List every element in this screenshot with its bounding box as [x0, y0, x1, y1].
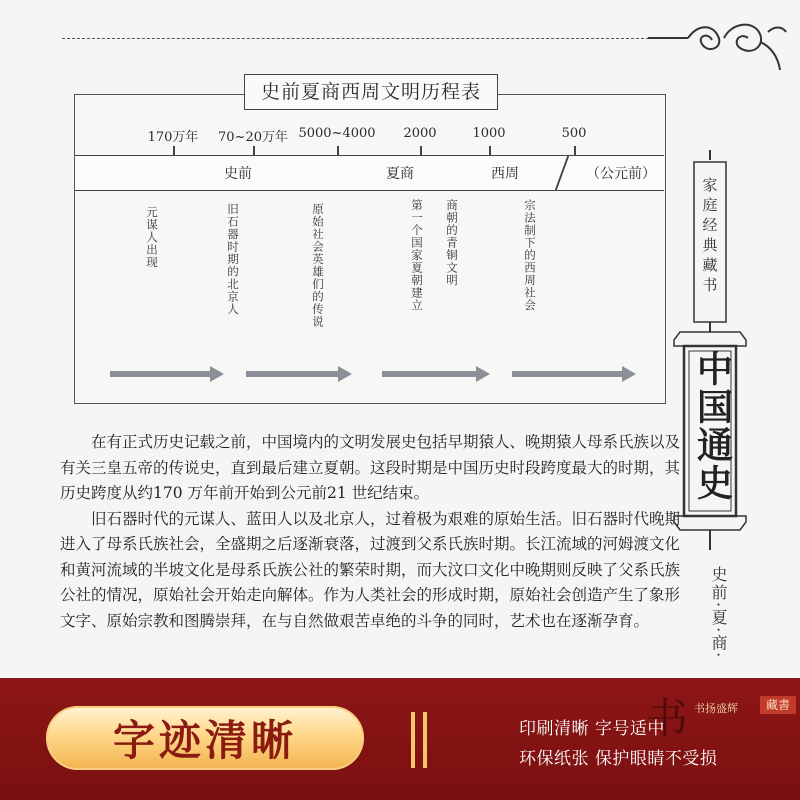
feature-line-2: 环保纸张 保护眼睛不受损 [519, 749, 718, 769]
paragraph: 旧石器时代的元谋人、蓝田人以及北京人，过着极为艰难的原始生活。旧石器时代晚期进入了母系氏族社会，全盛期之后逐渐衰落，过渡到父系氏族时期。长江流域的河姆渡文化和黄河流域的半坡文化是母系氏族公社的繁荣时期，而大汶口文化中晚期则反映了父系氏族公社的情况，原始社会开始走向解体。作为人类社会的形成时期，原始社会创造产生了象形文字、原始宗教和图腾崇拜，在与自然做艰苦卓绝的斗争的同时，艺术也在逐渐孕育。 [60, 509, 681, 630]
divider-bar [423, 712, 427, 768]
shop-logo-stamp: 藏書 [760, 696, 796, 714]
timeline-event: 元谋人出现 [145, 206, 159, 269]
year-label: 70~20万年 [218, 130, 288, 145]
corner-ornament-icon [648, 14, 798, 74]
body-text [60, 430, 680, 634]
era-label: 夏商 [386, 166, 414, 182]
paragraph: 在有正式历史记载之前，中国境内的文明发展史包括早期猿人、晚期猿人母系氏族以及有关三皇五帝的传说史，直到最后建立夏朝。这段时期是中国历史时段跨度最大的时期，其历史跨度从约170 万年前开始到公元前21 世纪结束。 [60, 433, 681, 502]
arrow-right-icon [246, 366, 352, 382]
era-label: 西周 [491, 166, 519, 182]
arrow-right-icon [512, 366, 636, 382]
headline-text: 字迹清晰 [112, 716, 297, 765]
timeline-event: 商朝的青铜文明 [445, 199, 459, 287]
shop-logo-text: 书扬盛辉 [694, 702, 738, 715]
year-label: 5000~4000 [298, 126, 376, 141]
divider-bar [411, 712, 415, 768]
chapter-label: 史前·夏·商· [709, 566, 728, 660]
feature-line-1: 印刷清晰 字号适中 [519, 719, 665, 739]
timeline-event: 第一个国家夏朝建立 [410, 199, 424, 312]
timeline-arrows [74, 360, 664, 390]
timeline-event: 宗法制下的西周社会 [523, 199, 537, 312]
book-title: 中国通史 [691, 350, 734, 502]
top-dashed-rule [62, 38, 654, 39]
series-label: 家庭经典藏书 [700, 177, 719, 297]
arrow-right-icon [110, 366, 224, 382]
era-band [75, 155, 664, 191]
headline-pill [46, 706, 364, 770]
era-label: （公元前） [586, 166, 656, 182]
calligraphy-seal-icon: 书 [646, 694, 689, 743]
year-label: 1000 [472, 126, 506, 141]
divider-bars [411, 712, 431, 768]
year-label: 500 [561, 126, 587, 141]
era-separator [555, 156, 569, 190]
year-label: 2000 [403, 126, 437, 141]
year-label: 170万年 [147, 130, 199, 145]
timeline-year-axis [75, 126, 665, 156]
arrow-right-icon [382, 366, 490, 382]
era-label: 史前 [224, 166, 252, 182]
timeline-event: 旧石器时期的北京人 [226, 203, 240, 316]
timeline-event: 原始社会英雄们的传说 [311, 203, 325, 328]
timeline-title: 史前夏商西周文明历程表 [244, 74, 498, 110]
